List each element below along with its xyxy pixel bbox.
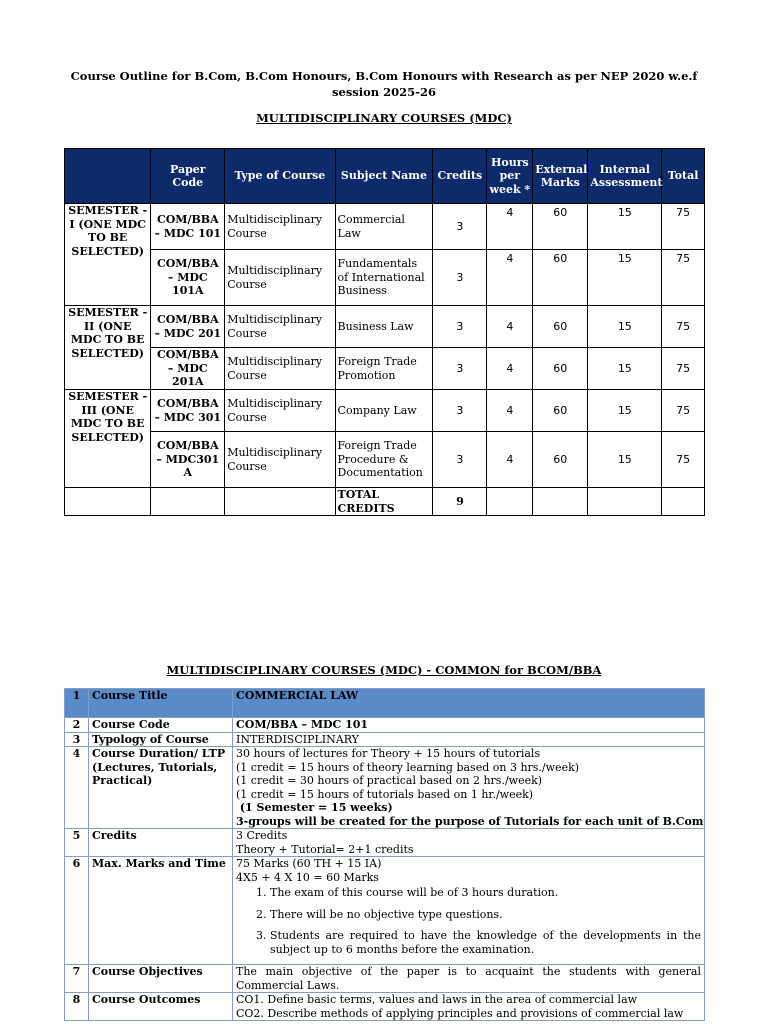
row-number: 5: [65, 829, 89, 857]
external-marks-cell: 60: [533, 306, 588, 348]
detail-row: [65, 829, 705, 857]
credits-cell: 3: [433, 306, 487, 348]
table-row: [65, 390, 705, 432]
paper-code: COM/BBA – MDC 201: [151, 306, 225, 348]
subject-name: Fundamentals of International Business: [335, 250, 433, 306]
detail-line: The main objective of the paper is to acquaint the students with general Commercial Laws.: [236, 965, 701, 992]
row-number: 8: [65, 993, 89, 1021]
column-header: Credits: [433, 149, 487, 204]
hours-cell: 4: [487, 390, 533, 432]
hours-cell: 4: [487, 204, 533, 250]
course-type: Multidisciplinary Course: [225, 432, 335, 488]
total-cell: 75: [662, 348, 705, 390]
detail-label: Max. Marks and Time: [89, 857, 233, 965]
paper-code: COM/BBA – MDC 301: [151, 390, 225, 432]
detail-value: [233, 993, 705, 1021]
course-type: Multidisciplinary Course: [225, 348, 335, 390]
semester-label: SEMESTER -III (ONE MDC TO BE SELECTED): [65, 390, 151, 488]
column-header: Total: [662, 149, 705, 204]
total-credits-row: [65, 488, 705, 516]
total-credits-label: TOTAL CREDITS: [335, 488, 433, 516]
course-type: Multidisciplinary Course: [225, 390, 335, 432]
detail-label: Credits: [89, 829, 233, 857]
total-cell: 75: [662, 250, 705, 306]
credits-cell: 3: [433, 348, 487, 390]
total-credits-value: 9: [433, 488, 487, 516]
subject-name: Foreign Trade Procedure & Documentation: [335, 432, 433, 488]
detail-label: Course Code: [89, 718, 233, 733]
row-number: 3: [65, 732, 89, 747]
course-detail-table: [64, 688, 705, 1021]
detail-line: 3 Credits: [236, 829, 288, 842]
row-number: 2: [65, 718, 89, 733]
section-heading-common: MULTIDISCIPLINARY COURSES (MDC) - COMMON for BCOM/BBA: [166, 663, 602, 677]
rules-list: [236, 886, 701, 956]
column-header: External Marks: [533, 149, 588, 204]
list-item: 1. The exam of this course will be of 3 hours duration.: [270, 886, 701, 900]
table-row: [65, 306, 705, 348]
detail-row: [65, 718, 705, 733]
detail-line: 4X5 + 4 X 10 = 60 Marks: [236, 870, 379, 884]
course-type: Multidisciplinary Course: [225, 306, 335, 348]
hours-cell: 4: [487, 250, 533, 306]
paper-code: COM/BBA – MDC301 A: [151, 432, 225, 488]
external-marks-cell: 60: [533, 250, 588, 306]
list-item: 2. There will be no objective type questions.: [270, 908, 701, 922]
row-number: 6: [65, 857, 89, 965]
list-item: 3. Students are required to have the knowledge of the developments in the subject up to 6 months before the examination.: [270, 929, 701, 956]
credits-cell: 3: [433, 432, 487, 488]
column-header: Paper Code: [151, 149, 225, 204]
course-type: Multidisciplinary Course: [225, 250, 335, 306]
column-header: Hours per week *: [487, 149, 533, 204]
course-type: Multidisciplinary Course: [225, 204, 335, 250]
detail-line: COM/BBA – MDC 101: [236, 718, 369, 731]
detail-value: [233, 965, 705, 993]
credits-cell: 3: [433, 390, 487, 432]
detail-line: 75 Marks (60 TH + 15 IA): [236, 857, 382, 870]
detail-value: [233, 732, 705, 747]
table-row: [65, 348, 705, 390]
detail-line: CO2. Describe methods of applying principles and provisions of commercial law: [236, 1006, 684, 1020]
column-header: Subject Name: [335, 149, 433, 204]
total-cell: 75: [662, 306, 705, 348]
subject-name: Business Law: [335, 306, 433, 348]
semester-label: SEMESTER -II (ONE MDC TO BE SELECTED): [65, 306, 151, 390]
credits-cell: 3: [433, 250, 487, 306]
detail-label: Course Duration/ LTP (Lectures, Tutorials, Practical): [89, 747, 233, 829]
detail-row: [65, 993, 705, 1021]
detail-line: COMMERCIAL LAW: [236, 689, 359, 702]
detail-label: Typology of Course: [89, 732, 233, 747]
semester-label: SEMESTER -I (ONE MDC TO BE SELECTED): [65, 204, 151, 306]
detail-row: [65, 857, 705, 965]
internal-assessment-cell: 15: [588, 250, 662, 306]
column-header: Internal Assessment: [588, 149, 662, 204]
detail-line: (1 credit = 15 hours of tutorials based on 1 hr./week): [236, 787, 534, 801]
detail-line: CO1. Define basic terms, values and laws in the area of commercial law: [236, 993, 638, 1006]
detail-row: [65, 747, 705, 829]
subject-name: Company Law: [335, 390, 433, 432]
credits-cell: 3: [433, 204, 487, 250]
hours-cell: 4: [487, 432, 533, 488]
detail-row: [65, 689, 705, 718]
detail-line: INTERDISCIPLINARY: [236, 732, 359, 746]
row-number: 7: [65, 965, 89, 993]
detail-value: [233, 829, 705, 857]
column-header: Type of Course: [225, 149, 335, 204]
table-row: [65, 204, 705, 250]
hours-cell: 4: [487, 306, 533, 348]
detail-label: Course Outcomes: [89, 993, 233, 1021]
paper-code: COM/BBA – MDC 101A: [151, 250, 225, 306]
internal-assessment-cell: 15: [588, 348, 662, 390]
internal-assessment-cell: 15: [588, 306, 662, 348]
external-marks-cell: 60: [533, 432, 588, 488]
column-header: [65, 149, 151, 204]
internal-assessment-cell: 15: [588, 432, 662, 488]
external-marks-cell: 60: [533, 204, 588, 250]
subject-name: Commercial Law: [335, 204, 433, 250]
table-row: [65, 432, 705, 488]
table-row: [65, 250, 705, 306]
row-number: 4: [65, 747, 89, 829]
document-title: Course Outline for B.Com, B.Com Honours, B.Com Honours with Research as per NEP 2020 w.e.f session 2025-26: [70, 69, 698, 99]
detail-row: [65, 965, 705, 993]
detail-row: [65, 732, 705, 747]
internal-assessment-cell: 15: [588, 390, 662, 432]
detail-label: Course Title: [89, 689, 233, 718]
total-cell: 75: [662, 204, 705, 250]
detail-value: [233, 747, 705, 829]
detail-line-bold: (1 Semester = 15 weeks): [236, 801, 393, 814]
subject-name: Foreign Trade Promotion: [335, 348, 433, 390]
detail-line: 30 hours of lectures for Theory + 15 hours of tutorials: [236, 747, 541, 760]
detail-value: [233, 857, 705, 965]
mdc-course-table: [64, 148, 705, 516]
section-heading-mdc: MULTIDISCIPLINARY COURSES (MDC): [256, 111, 512, 125]
detail-value: [233, 689, 705, 718]
paper-code: COM/BBA – MDC 201A: [151, 348, 225, 390]
paper-code: COM/BBA – MDC 101: [151, 204, 225, 250]
hours-cell: 4: [487, 348, 533, 390]
row-number: 1: [65, 689, 89, 718]
detail-line: (1 credit = 30 hours of practical based on 2 hrs./week): [236, 774, 543, 787]
detail-label: Course Objectives: [89, 965, 233, 993]
detail-line: (1 credit = 15 hours of theory learning based on 3 hrs./week): [236, 760, 580, 774]
external-marks-cell: 60: [533, 348, 588, 390]
total-cell: 75: [662, 432, 705, 488]
internal-assessment-cell: 15: [588, 204, 662, 250]
external-marks-cell: 60: [533, 390, 588, 432]
total-cell: 75: [662, 390, 705, 432]
detail-line-bold: 3-groups will be created for the purpose of Tutorials for each unit of B.Com: [236, 814, 704, 828]
detail-line: Theory + Tutorial= 2+1 credits: [236, 842, 414, 856]
table-header-row: [65, 149, 705, 204]
detail-value: [233, 718, 705, 733]
